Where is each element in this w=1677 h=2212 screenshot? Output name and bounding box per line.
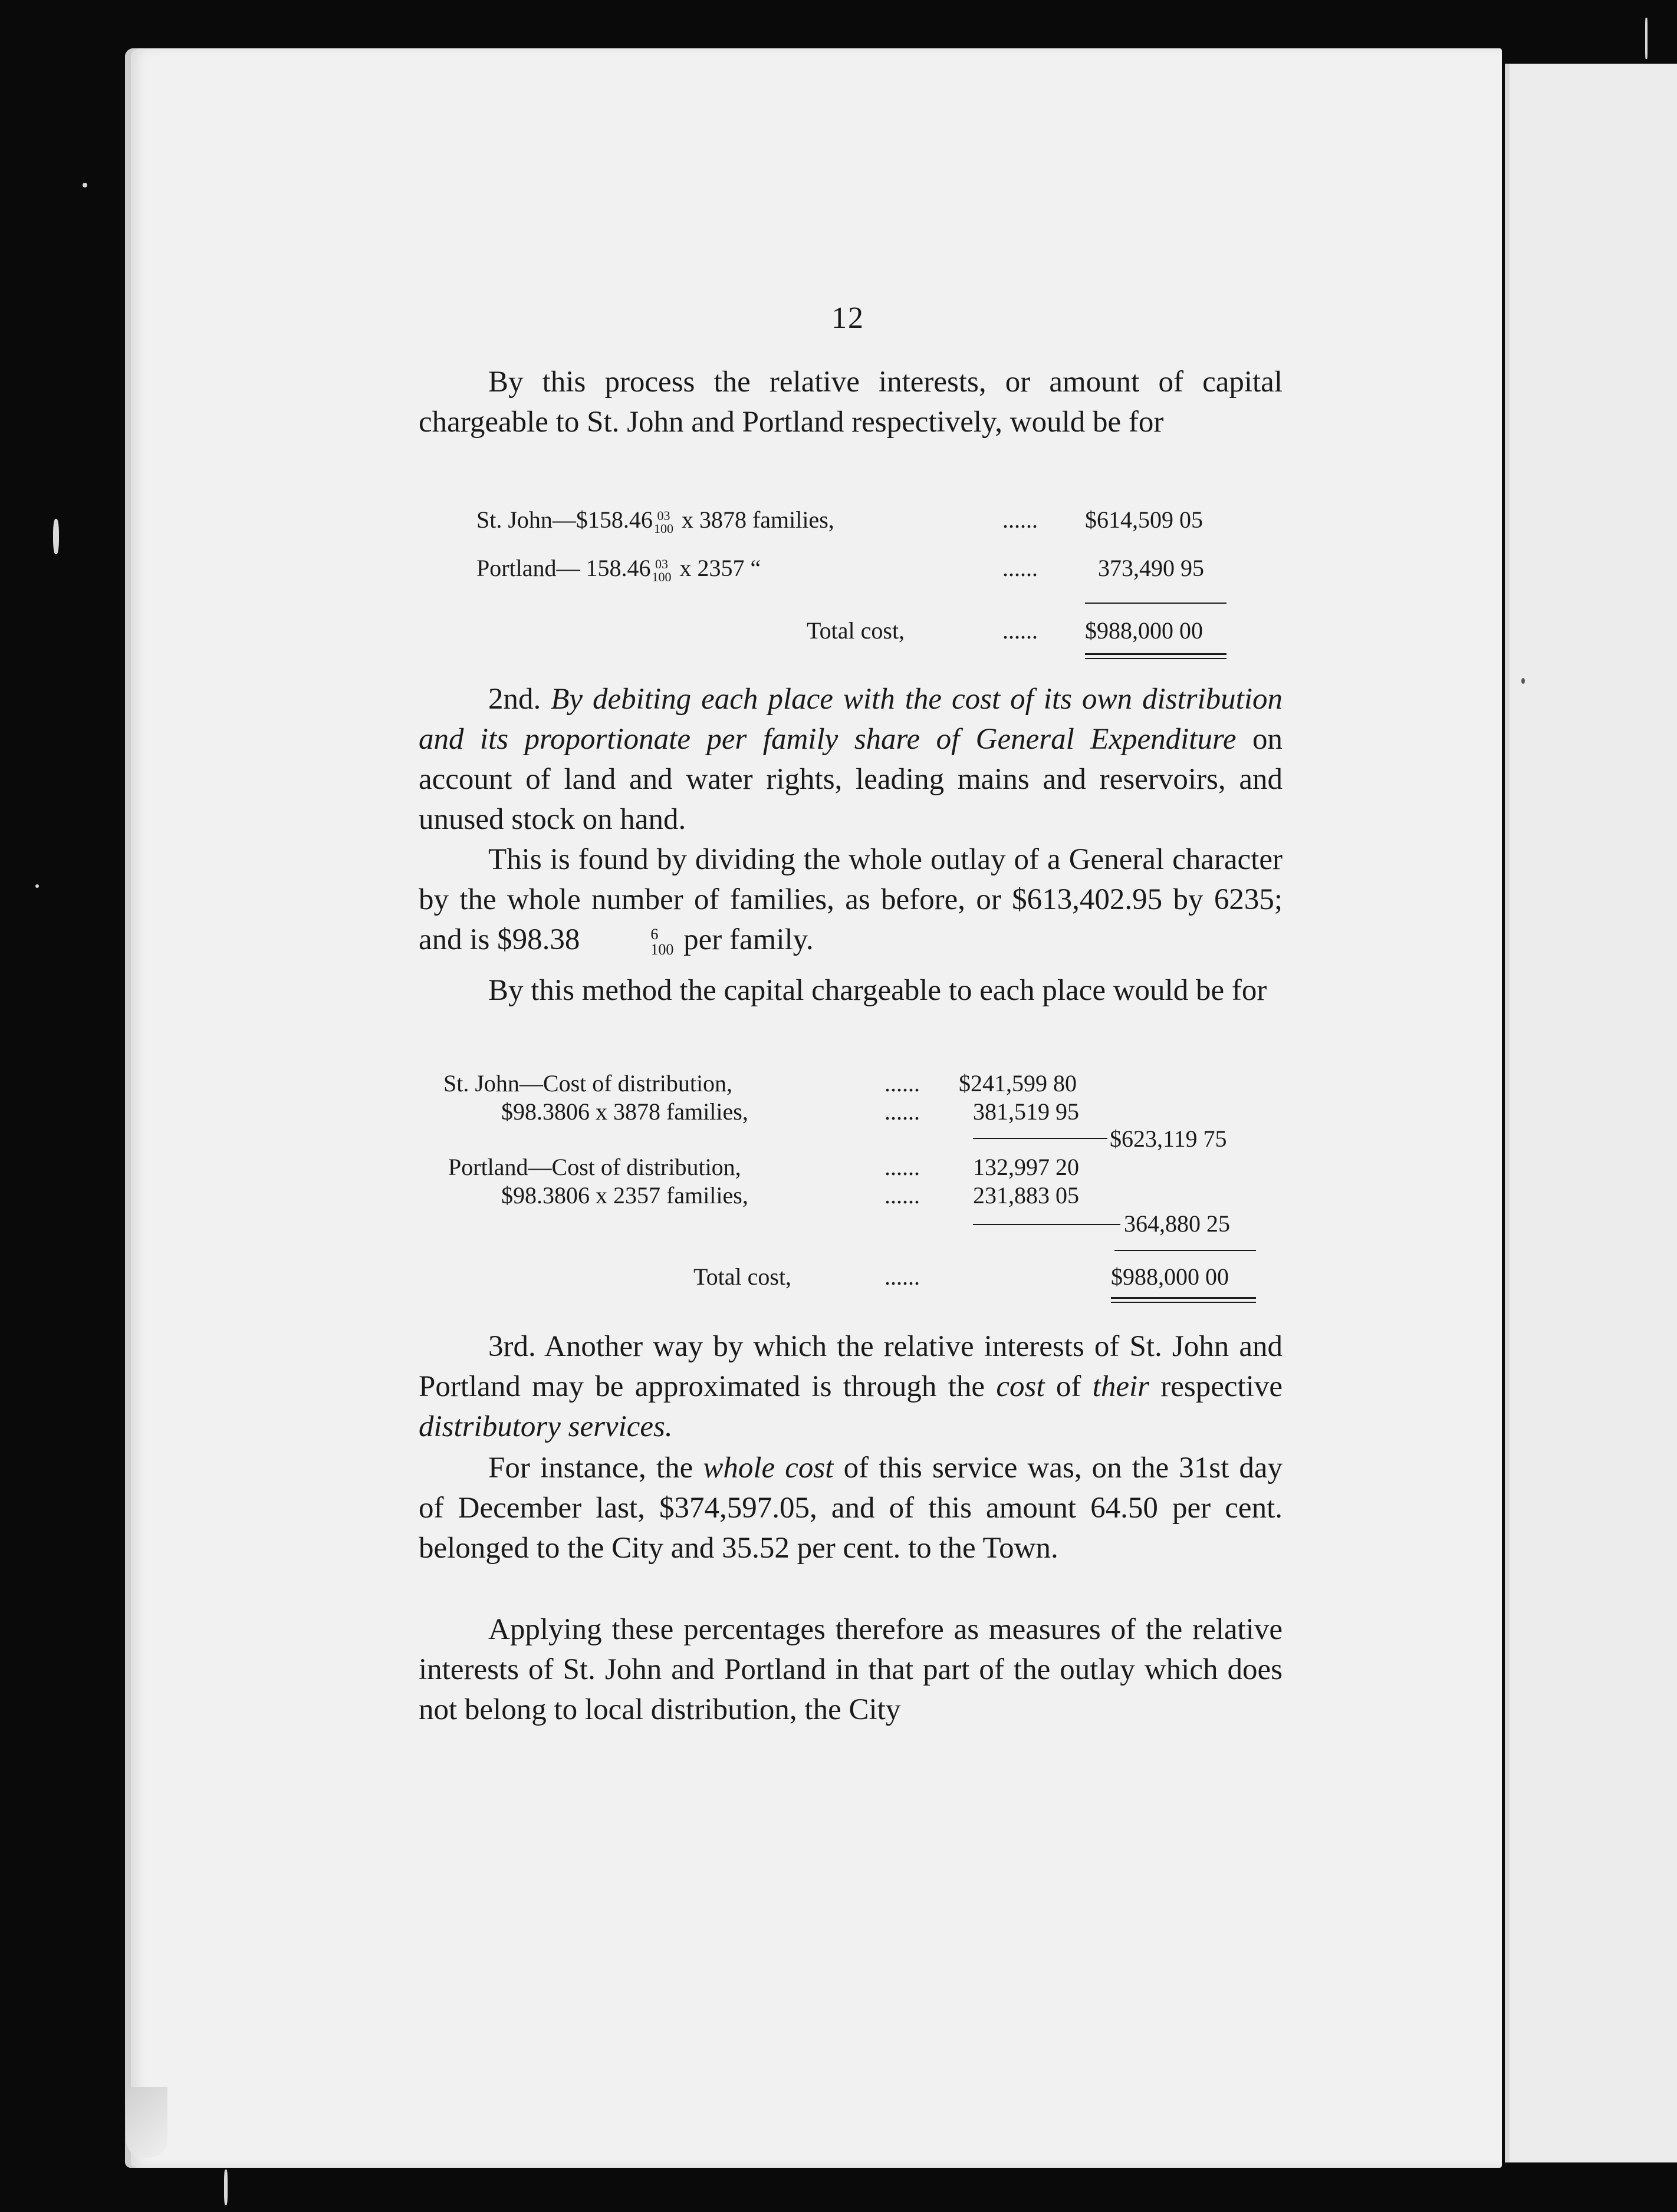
- row-multiplier: x 3878 families,: [681, 506, 834, 533]
- para-lead: 2nd.: [488, 683, 551, 716]
- paragraph-instance: [419, 1448, 1283, 1568]
- table1-row-portland: [476, 554, 761, 584]
- table1-amount-stjohn: $614,509 05: [1085, 506, 1203, 533]
- table1-total-amount: $988,000 00: [1085, 617, 1203, 644]
- table2-total-label: Total cost,: [693, 1263, 792, 1290]
- fraction-bottom: 100: [650, 941, 674, 959]
- paragraph-third-method: [419, 1326, 1283, 1447]
- paragraph-intro: By this process the relative interests, or amount of capital chargeable to St. John and Portland respectively, would be for: [419, 366, 1283, 439]
- table1-dots: ......: [1002, 506, 1038, 533]
- fraction: [581, 927, 673, 957]
- table2-dots: ......: [884, 1098, 920, 1125]
- table2-stjohn-amount2: 381,519 95: [973, 1098, 1079, 1125]
- table1-dots: ......: [1002, 555, 1038, 581]
- para-text: of this service was, on the 31st day of December last, $374,597.05, and of this amount 64.50 per cent. belonged to the City and 35.52 per cent. to the Town.: [419, 1451, 1283, 1565]
- fraction-bottom: 100: [653, 521, 673, 536]
- italic-phrase: distributory services.: [419, 1410, 673, 1443]
- paragraph-method-intro: By this method the capital chargeable to each place would be for: [488, 974, 1267, 1007]
- fraction: [654, 509, 673, 535]
- italic-phrase: whole cost: [703, 1451, 834, 1484]
- paragraph-calculation: [419, 840, 1283, 960]
- table1-row-stjohn: [476, 506, 834, 535]
- paragraph-applying: Applying these percentages therefore as measures of the relative interests of St. John and Portland in that part of the outlay which does not belong to local distribution, the City: [419, 1613, 1283, 1726]
- sum-rule: [1085, 603, 1226, 604]
- para-text: per family.: [676, 923, 814, 956]
- table2-dots: ......: [884, 1263, 920, 1290]
- row-multiplier: x 2357 “: [679, 555, 761, 581]
- total-double-rule: [1111, 1302, 1256, 1303]
- para-text: on account of land and water rights, leading mains and reservoirs, and unused stock on hand.: [419, 723, 1283, 836]
- table2-stjohn-subtotal: $623,119 75: [1110, 1125, 1227, 1152]
- table2-dots: ......: [884, 1070, 920, 1097]
- italic-phrase: By debiting each place with the cost of its own distribution and its proportionate per family share of General Expenditure: [419, 683, 1283, 756]
- row-label: Portland— 158.46: [476, 555, 651, 581]
- fraction-bottom: 100: [652, 569, 672, 584]
- table1-amount-portland: 373,490 95: [1098, 555, 1204, 581]
- fraction-top: 03: [657, 508, 670, 523]
- para-text: respective: [1149, 1370, 1283, 1403]
- para-text: of: [1044, 1370, 1093, 1403]
- total-double-rule: [1085, 658, 1226, 659]
- table1-dots: ......: [1002, 617, 1038, 644]
- sum-rule: [973, 1224, 1120, 1225]
- table2-portland-subtotal: 364,880 25: [1124, 1210, 1230, 1237]
- table2-stjohn-line1: St. John—Cost of distribution,: [443, 1070, 733, 1097]
- table2-portland-line1: Portland—Cost of distribution,: [448, 1154, 741, 1180]
- fraction-top: 6: [650, 926, 659, 943]
- italic-phrase: cost: [996, 1370, 1045, 1403]
- total-double-rule: [1085, 653, 1226, 655]
- para-text: 3rd. Another way by which the relative interests of St. John and Portland may be approximated is through the: [419, 1330, 1283, 1403]
- page-number: 12: [831, 301, 864, 335]
- sum-rule: [1114, 1250, 1256, 1251]
- fraction-top: 03: [655, 556, 669, 571]
- table2-portland-line2: $98.3806 x 2357 families,: [501, 1182, 748, 1209]
- italic-phrase: their: [1092, 1370, 1149, 1403]
- table2-stjohn-line2: $98.3806 x 3878 families,: [501, 1098, 748, 1125]
- paragraph-second-method: [419, 679, 1283, 840]
- table2-portland-amount2: 231,883 05: [973, 1182, 1079, 1209]
- table2-dots: ......: [884, 1182, 920, 1209]
- para-text: For instance, the: [488, 1451, 703, 1484]
- table2-dots: ......: [884, 1154, 920, 1180]
- table2-total-amount: $988,000 00: [1111, 1263, 1229, 1290]
- para-text: This is found by dividing the whole outlay of a General character by the whole number of families, as before, or $613,402.95 by 6235; and is $98.38: [419, 843, 1283, 956]
- fraction: [652, 558, 672, 584]
- row-label: St. John—$158.46: [476, 506, 653, 533]
- table1-total-label: Total cost,: [807, 617, 905, 644]
- total-double-rule: [1111, 1297, 1256, 1299]
- sum-rule: [973, 1138, 1107, 1139]
- table2-stjohn-amount1: $241,599 80: [959, 1070, 1077, 1097]
- table2-portland-amount1: 132,997 20: [973, 1154, 1079, 1180]
